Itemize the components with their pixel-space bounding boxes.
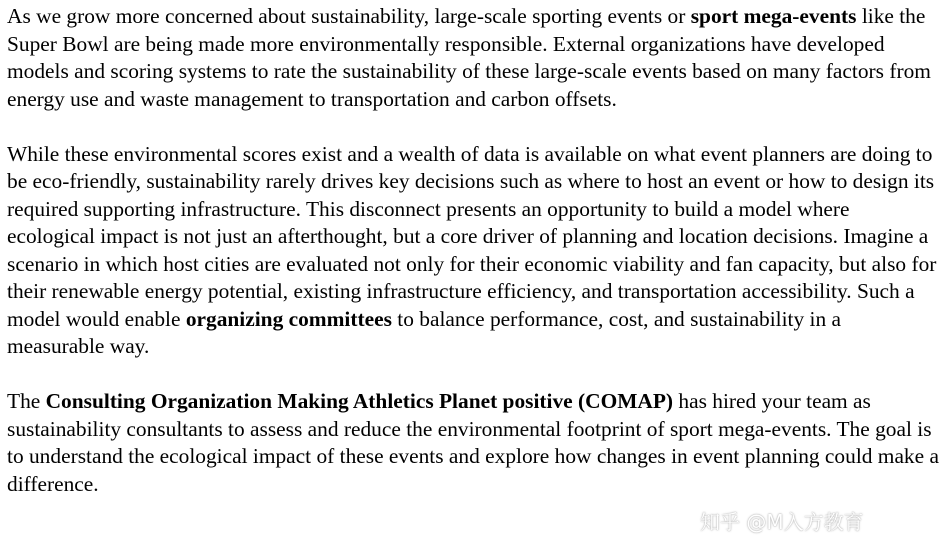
bold-term-organizing-committees: organizing committees [185,306,392,331]
paragraph-task [7,388,939,498]
paragraph-problem [7,141,939,361]
watermark [700,506,864,534]
text-segment: to balance performance, cost, and sustainability in a measurable way. [7,306,841,358]
text-segment: As we grow more concerned about sustainability, large-scale sporting events or [7,4,691,28]
watermark-text: 知乎 @M入方教育 [700,509,864,534]
paragraph-intro [7,3,939,113]
text-segment: like the Super Bowl are being made more environmentally responsible. External organizations have developed models and scoring systems to rate the sustainability of these large-scale events based on many factors from energy use and waste management to transportation and carbon offsets. [7,4,931,111]
bold-term-sport-mega-events: sport mega-events [690,4,857,28]
text-segment: The [7,389,46,413]
text-segment: While these environmental scores exist and a wealth of data is available on what event planners are doing to be eco-friendly, sustainability rarely drives key decisions such as where to host an event or how to design its required supporting infrastructure. This disconnect presents an opportunity to build a model where ecological impact is not just an afterthought, but a core driver of planning and location decisions. Imagine a scenario in which host cities are evaluated not only for their economic viability and fan capacity, but also for their renewable energy potential, existing infrastructure efficiency, and transportation accessibility. Such a model would enable [7,141,937,331]
bold-term-comap: Consulting Organization Making Athletics Planet positive (COMAP) [45,389,674,413]
document-body [7,3,939,498]
text-segment: has hired your team as sustainability consultants to assess and reduce the environmental footprint of sport mega-events. The goal is to understand the ecological impact of these events and explore how changes in event planning could make a difference. [7,389,939,496]
